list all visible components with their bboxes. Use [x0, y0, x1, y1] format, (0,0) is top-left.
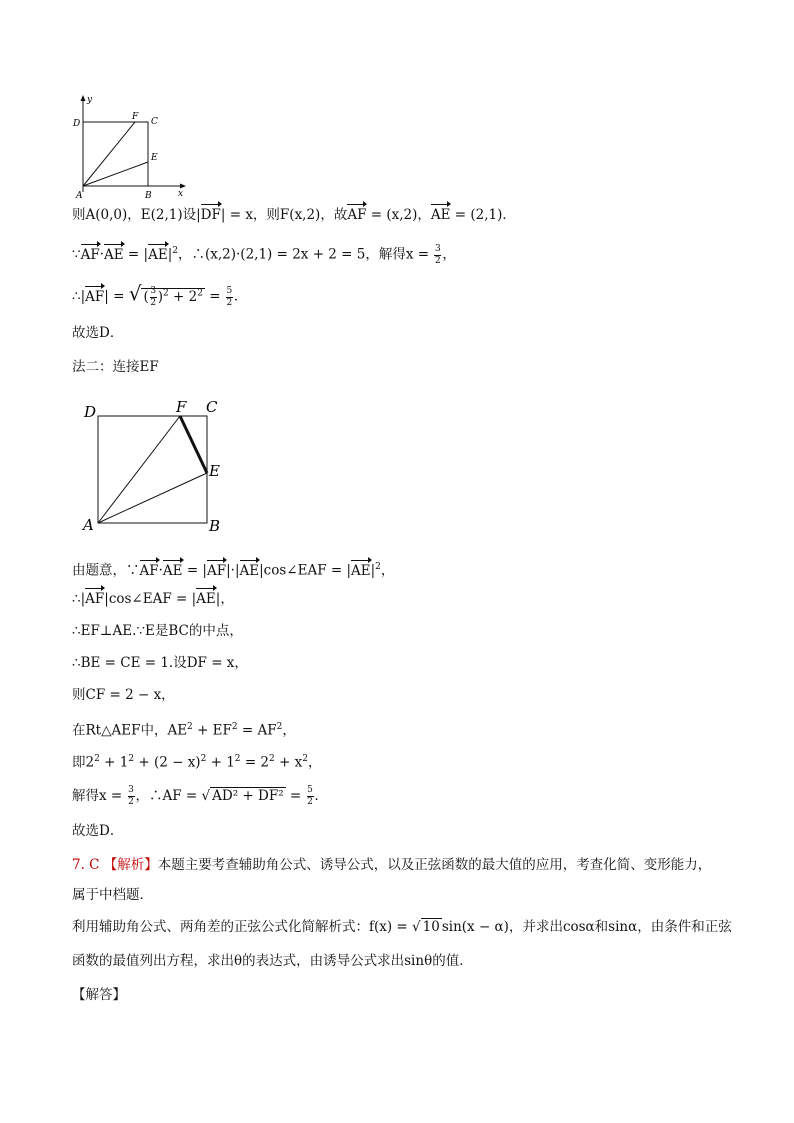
text-line-16: 属于中档题． — [72, 887, 153, 903]
text-line-15: 7. C 【解析】本题主要考查辅助角公式、诱导公式，以及正弦函数的最大值的应用，考查化简、变形能力， — [72, 857, 712, 873]
label-e: E — [151, 153, 158, 163]
answer-tag: 7. C 【解析】 — [72, 857, 158, 873]
text-line-14: 故选D． — [72, 823, 124, 839]
label-f: F — [132, 112, 139, 122]
square-abcd — [83, 122, 148, 186]
text-line-18: 函数的最值列出方程，求出θ的表达式，由诱导公式求出sinθ的值． — [72, 953, 473, 969]
segment-af-2 — [98, 416, 180, 523]
segment-ef — [180, 416, 207, 473]
text-line-3: ∴|AF| = √ ( $\frac{3}{2}$ )$^2 + 2^2$ = $\frac{5}{2}$ ． — [72, 281, 248, 308]
label-a: A — [76, 191, 83, 201]
label-b-2: B — [209, 517, 221, 535]
text-line-1: 则A(0,0)，E(2,1)设|DF| = x，则F(x,2)，故AF = (x,2)，AE = (2,1)． — [72, 207, 516, 223]
text-line-10: 则CF = 2 − x， — [72, 687, 175, 703]
text-line-8: ∴EF⊥AE.∵E是BC的中点， — [72, 623, 243, 639]
label-e-2: E — [209, 462, 220, 480]
label-a-2: A — [83, 516, 94, 534]
text-line-12: 即$2^2 + 1^2 + (2 - x)^2 + 1^2 = 2^2 + x^2$， — [72, 754, 322, 771]
text-line-7: ∴|AF|cos∠EAF = |AE|， — [72, 591, 234, 607]
label-d-2: D — [84, 403, 97, 421]
label-d: D — [73, 119, 81, 129]
text-line-17: 利用辅助角公式、两角差的正弦公式化简解析式：f(x) = √ 10 sin(x − α)，并求出cosα和sinα，由条件和正弦 — [72, 919, 732, 935]
y-axis-arrow — [81, 95, 86, 101]
figure-square-triangle — [78, 392, 238, 542]
text-line-13: 解得x = $\frac{3}{2}$ ，∴AF = √ AD² + DF² = $\frac{5}{2}$ ． — [72, 785, 329, 807]
text-line-2: ∵AF·AE = $|AE|^2$，∴(x,2)·(2,1) = 2x + 2 = 5，解得x = $\frac{3}{2}$ ， — [72, 243, 456, 266]
text-line-19: 【解答】 — [72, 987, 126, 1003]
square-abcd-2 — [98, 416, 207, 523]
x-axis-arrow — [180, 184, 186, 189]
label-f-2: F — [176, 398, 187, 416]
text-line-6: 由题意，∵AF·AE = |AF|·|AE|cos∠EAF = $|AE|^2$， — [72, 562, 395, 579]
label-c: C — [151, 117, 158, 127]
text-line-4: 故选D． — [72, 325, 124, 341]
label-c-2: C — [206, 398, 218, 416]
text-line-11: 在Rt△AEF中，$AE^2 + EF^2 = AF^2$， — [72, 722, 296, 739]
segment-ae-2 — [98, 473, 207, 523]
label-y: y — [87, 95, 93, 105]
label-b: B — [145, 191, 152, 201]
label-x: x — [178, 189, 184, 199]
figure-coordinate-square — [70, 92, 190, 202]
text-line-5: 法二：连接EF — [72, 359, 159, 375]
text-line-9: ∴BE = CE = 1.设DF = x， — [72, 655, 248, 671]
